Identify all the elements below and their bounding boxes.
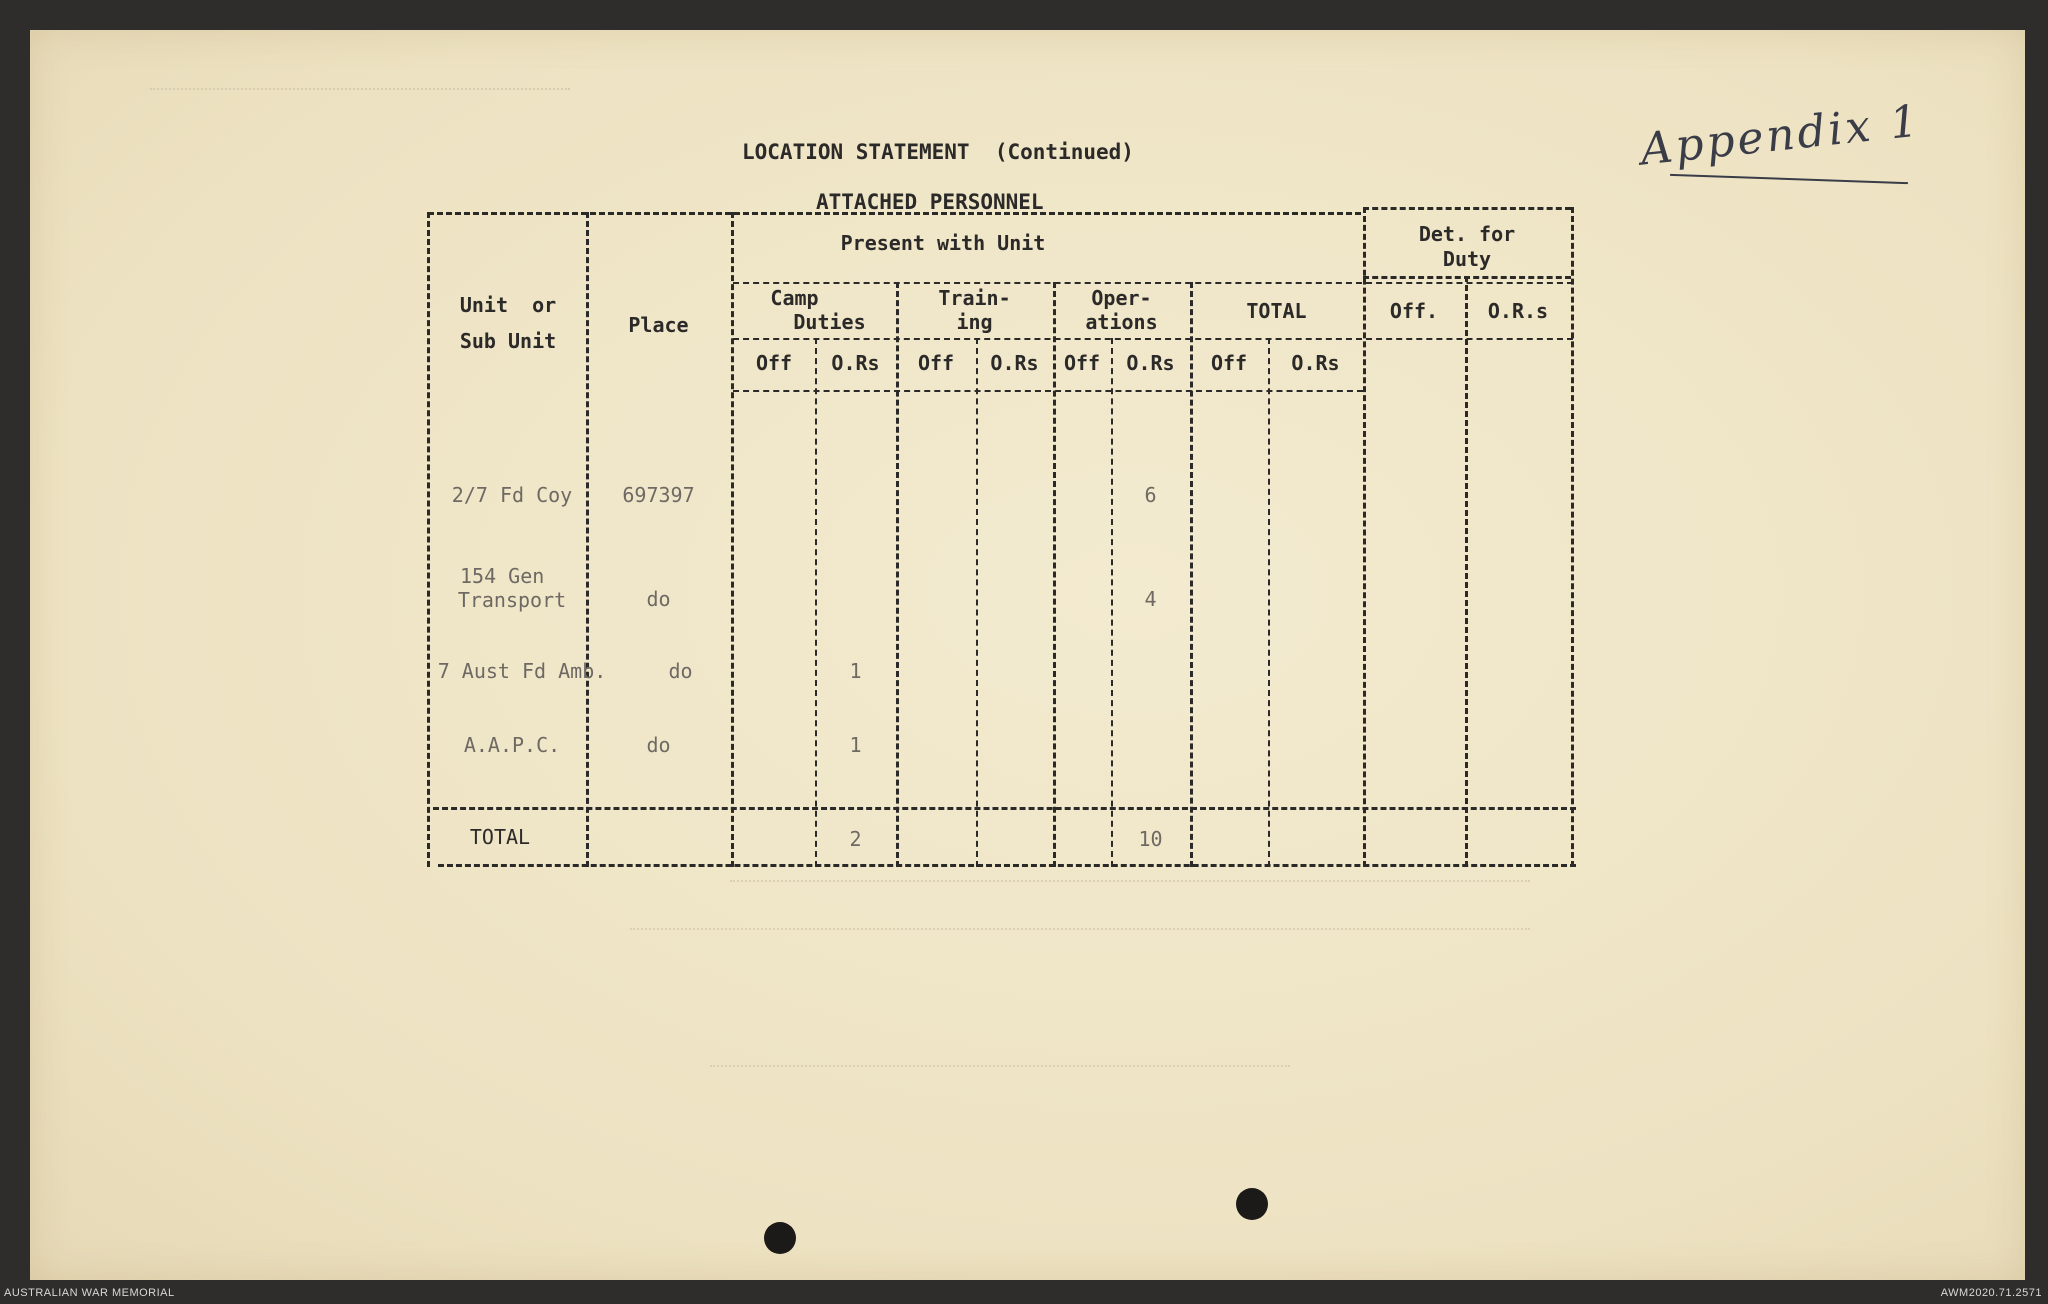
header-ors: O.Rs — [990, 351, 1039, 375]
header-training-line: Train- — [938, 286, 1011, 310]
table-rule — [433, 807, 1576, 810]
table-top-border — [428, 212, 1361, 215]
header-det-for-duty — [1363, 222, 1571, 272]
row-place: do — [668, 659, 693, 683]
row-camp-ors: 1 — [849, 733, 862, 757]
row-unit: 2/7 Fd Coy — [451, 483, 573, 507]
header-operations-line: Oper- — [1091, 286, 1152, 310]
header-unit — [430, 292, 586, 354]
header-det-off: Off. — [1389, 299, 1439, 323]
punch-hole — [764, 1222, 796, 1254]
header-camp-line: Camp — [770, 286, 819, 310]
table-rule — [733, 282, 1573, 284]
row-camp-ors: 1 — [849, 659, 862, 683]
header-camp-line: Duties — [793, 310, 866, 334]
row-unit-line: 154 Gen — [460, 564, 545, 588]
header-place: Place — [628, 313, 689, 337]
header-ors: O.Rs — [831, 351, 880, 375]
row-unit: A.A.P.C. — [463, 733, 561, 757]
total-label: TOTAL — [469, 825, 531, 849]
header-det-line: Duty — [1442, 247, 1492, 271]
header-total: TOTAL — [1246, 299, 1307, 323]
header-unit-line: Unit or — [459, 293, 557, 317]
table-right-border — [1571, 207, 1574, 867]
footer-accession-number: AWM2020.71.2571 — [1940, 1287, 2042, 1299]
punch-hole — [1236, 1188, 1268, 1220]
table-bottom-border — [438, 864, 1576, 867]
header-present-with-unit: Present with Unit — [840, 231, 1046, 255]
header-off: Off — [1210, 351, 1248, 375]
det-top-border — [1363, 207, 1571, 210]
header-training — [896, 286, 1053, 334]
header-off: Off — [1063, 351, 1101, 375]
table-col-divider — [1268, 338, 1270, 867]
document-page — [30, 30, 2025, 1280]
table-col-divider — [976, 338, 978, 867]
table-col-divider — [586, 212, 589, 867]
header-ors: O.Rs — [1291, 351, 1340, 375]
row-place: 697397 — [622, 483, 695, 507]
header-operations-line: ations — [1085, 310, 1158, 334]
row-place: do — [646, 587, 671, 611]
header-det-ors: O.R.s — [1487, 299, 1549, 323]
row-place: do — [646, 733, 671, 757]
header-off: Off — [755, 351, 793, 375]
header-training-line: ing — [956, 310, 993, 334]
header-camp-duties — [733, 286, 896, 334]
footer-archive-credit: AUSTRALIAN WAR MEMORIAL — [4, 1287, 175, 1299]
row-unit — [422, 564, 602, 612]
row-ops-ors: 4 — [1144, 587, 1157, 611]
row-unit-line: Transport — [457, 588, 567, 612]
header-det-line: Det. for — [1418, 222, 1516, 246]
table-col-divider — [1465, 276, 1468, 867]
header-off: Off — [917, 351, 955, 375]
header-operations — [1053, 286, 1190, 334]
table-rule — [733, 338, 1573, 340]
header-unit-line: Sub Unit — [459, 329, 557, 353]
row-ops-ors: 6 — [1144, 483, 1157, 507]
handwritten-underline — [1670, 174, 1908, 184]
document-subtitle: ATTACHED PERSONNEL — [816, 190, 1044, 214]
document-title: LOCATION STATEMENT (Continued) — [742, 140, 1134, 164]
total-ops-ors: 10 — [1138, 827, 1163, 851]
total-camp-ors: 2 — [849, 827, 862, 851]
table-col-divider — [815, 338, 817, 867]
handwritten-appendix-note: Appendix 1 — [1638, 95, 1924, 176]
header-ors: O.Rs — [1126, 351, 1175, 375]
row-unit: 7 Aust Fd Amb. — [437, 659, 607, 683]
